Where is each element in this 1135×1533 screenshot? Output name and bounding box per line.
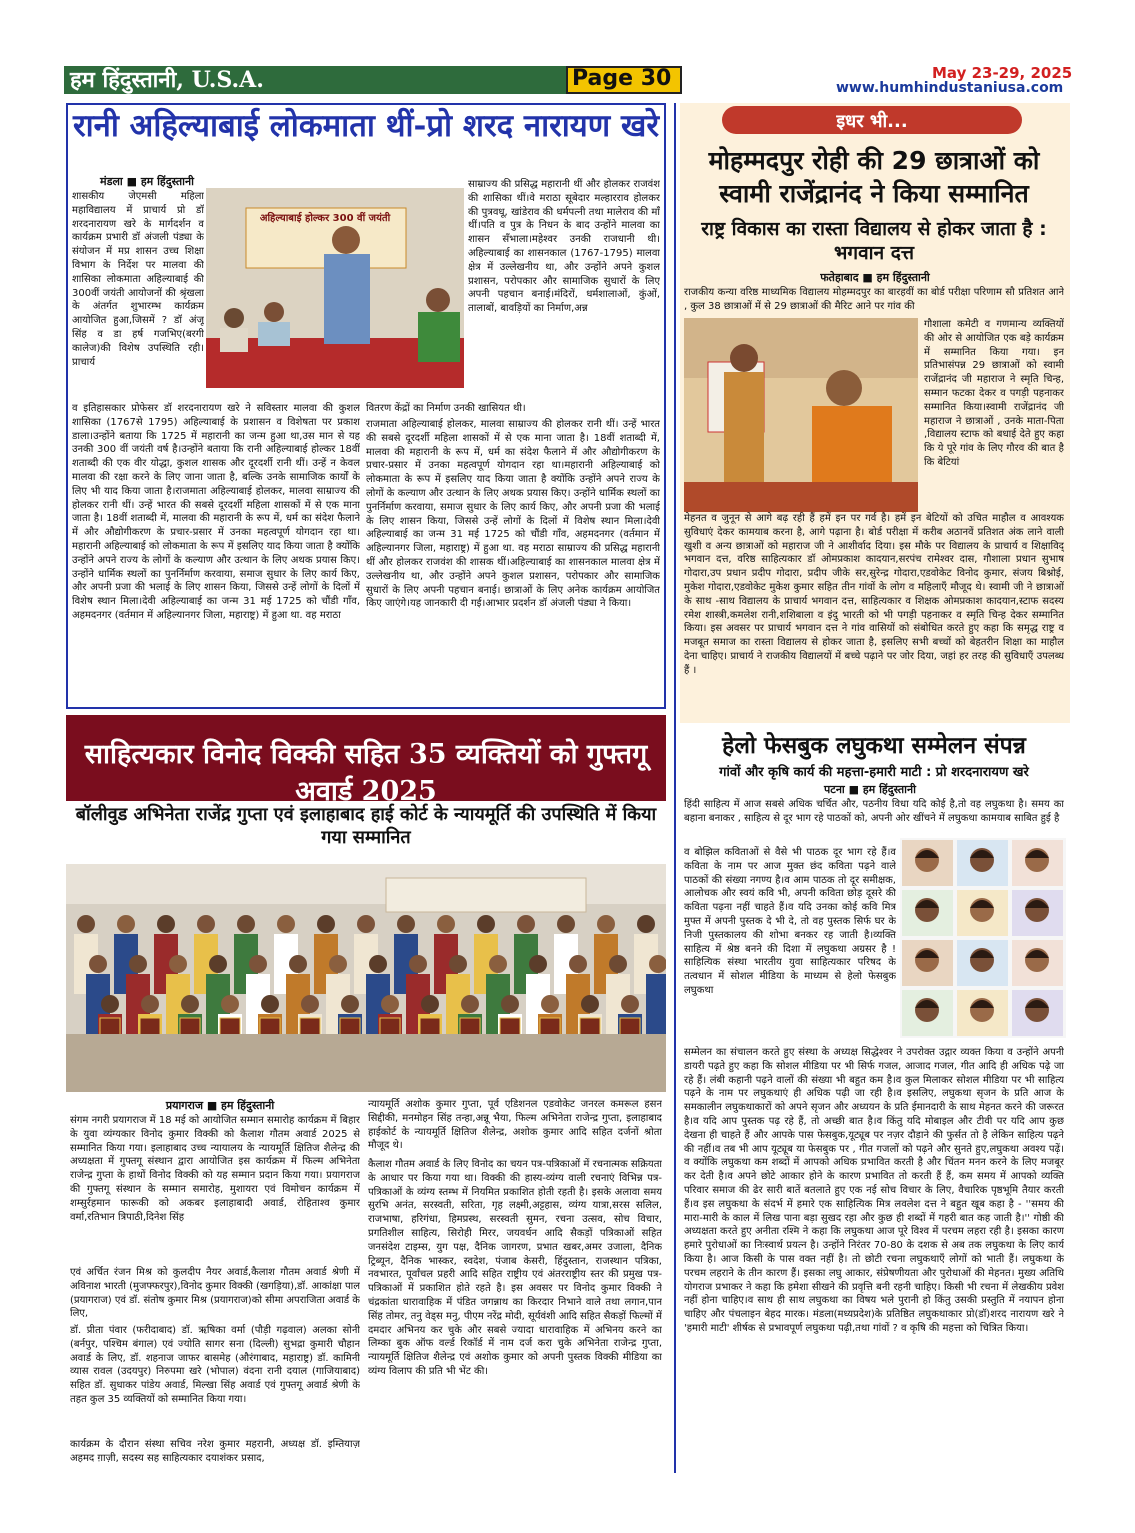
crowd-person-head bbox=[117, 915, 135, 933]
story2-para-2: एवं अर्चित रंजन मिश्र को कुलदीप नैयर अवार्ड,कैलाश गौतम अवार्ड श्रेणी में अविनाश भारती (मुजफ्फरपुर),विनोद कुमार विक्की (खगड़िया),डॉ. आकांक्षा पाल (प्रयागराज) एवं डॉ. संतोष कुमार मिश्र (प्रयागराज)को सीमा अपराजिता अवार्ड के लिए, bbox=[70, 1267, 360, 1320]
story2-subhead: बॉलीवुड अभिनेता राजेंद्र गुप्ता एवं इलाहाबाद हाई कोर्ट के न्यायमूर्ति की उपस्थिति में किया गया सम्मानित bbox=[75, 804, 657, 849]
crowd-person-head bbox=[637, 915, 655, 933]
crowd-person-head bbox=[397, 915, 415, 933]
crowd-person-head bbox=[277, 915, 295, 933]
story1-photo-banner: अहिल्याबाई होल्कर 300 वीं जयंती bbox=[259, 213, 391, 224]
crowd-person-head bbox=[621, 995, 639, 1013]
sidebar-photo bbox=[684, 318, 918, 512]
crowd-person-head bbox=[517, 915, 535, 933]
crowd-person-head bbox=[289, 955, 307, 973]
crowd-person-head bbox=[381, 995, 399, 1013]
crowd-person-head bbox=[357, 915, 375, 933]
sidebar-para-2: गौशाला कमेटी व गणमान्य व्यक्तियों की ओर से आयोजित एक बड़े कार्यक्रम में सम्मानित किया गया। इन प्रतिभासंपन्न 29 छात्राओं को स्वामी राजेंद्रानंद जी महाराज ने स्मृति चिन्ह, सम्मान फटका देकर व पगड़ी पहनाकर सम्मानित किया।स्वामी राजेंद्रानंद जी महाराज ने छात्राओं , उनके माता-पिता ,विद्यालय स्टाफ को बधाई देते हुए कहा कि ये पूरे गांव के लिए गौरव की बात है कि बेटियां bbox=[924, 319, 1064, 468]
sidebar-tag: इधर भी... bbox=[836, 111, 908, 132]
story3-headline: हेलो फेसबुक लघुकथा सम्मेलन संपन्न bbox=[722, 733, 1026, 759]
sidebar-para-3: मेहनत व जुनून से आगे बढ़ रही हैं हमें इन पर गर्व है। हमें इन बेटियों को उचित माहौल व आवश्यक सुविधाएं देकर कामयाब करना है, आगे पढ़ाना है। बोर्ड परीक्षा में करीब अठानवें प्रतिशत अंक लाने वाली खुशी व अन्य छात्राओं को महाराज जी ने आशीर्वाद दिया। इस मौके पर विद्यालय के प्राचार्य व शिक्षाविद् भगवान दत्त, वरिष्ठ साहित्यकार डॉ ओमप्रकाश कादयान,सरपंच रामेश्वर दास, गौशाला प्रधान सुभाष गोदारा,उप प्रधान प्रदीप गोदारा, प्रदीप जीके सर,सुरेन्द्र गोदारा,एडवोकेट विनोद कुमार, संजय बिश्नोई, मुकेश गोदारा,एडवोकेट मुकेश कुमार सहित तीन गांवों के लोग व महिलाएँ मौजूद थे। स्वामी जी ने छात्राओं के साथ -साथ विद्यालय के प्राचार्य भगवान दत्त, साहित्यकार व शिक्षक ओमप्रकाश कादयान,स्टाफ सदस्य रमेश शास्त्री,कमलेश रानी,शशिबाला व इंदु भारती को भी पगड़ी पहनाकर व स्मृति चिन्ह देकर सम्मानित किया। इस अवसर पर प्राचार्य भगवान दत्त ने गांव वासियों को संबोधित करते हुए कहा कि समृद्ध राष्ट्र व मजबूत समाज का रास्ता विद्यालय से होकर जाता है, इसलिए सभी बच्चों को बेहतरीन शिक्षा का माहौल देना चाहिए। प्राचार्य ने राजकीय विद्यालयों में बच्चे पढ़ाने पर जोर दिया, जहां हर तरह की सुविधाएँ उपलब्ध हैं । bbox=[684, 513, 1064, 676]
crowd-person bbox=[646, 974, 666, 1034]
crowd-person-head bbox=[449, 955, 467, 973]
crowd-person-head bbox=[89, 955, 107, 973]
crowd-person-head bbox=[609, 955, 627, 973]
story1-para-1: शासकीय जेएमसी महिला महाविद्यालय में प्राचार्य प्रो डॉ शरदनारायण खरे के मार्गदर्शन व कार्यक्रम प्रभारी डॉ अंजली पंड्या के संयोजन में मप्र शासन उच्च शिक्षा विभाग के निर्देश पर मालवा की शासिका लोकमाता अहिल्याबाई की 300वीं जयंती आयोजनों की श्रृंखला के अंतर्गत शुभारम्भ कार्यक्रम आयोजित हुआ,जिसमें ? डॉ अंजू सिंह व डा हर्ष गजभिए(बरगी कालेज)की विशेष उपस्थिति रही। प्राचार्य bbox=[72, 191, 204, 368]
story2-para-1: संगम नगरी प्रयागराज में 18 मई को आयोजित सम्मान समारोह कार्यक्रम में बिहार के युवा व्यंग्यकार विनोद कुमार विक्की को कैलाश गौतम अवार्ड 2025 से सम्मानित किया गया। इलाहाबाद उच्च न्यायालय के न्यायमूर्ति क्षितिज शैलेन्द्र की अध्यक्षता में गुफ्तगू संस्थान द्वारा आयोजित इस कार्यक्रम में फिल्म अभिनेता राजेन्द्र गुप्ता के हाथों विनोद विक्की को यह सम्मान प्रदान किया गया। प्रयागराज की गुफ्तगू संस्थान के सम्मान समारोह, मुशायरा एवं विमोचन कार्यक्रम में शम्सुर्रहमान फारूकी को अकबर इलाहाबादी अवार्ड, रोहिताश्व कुमार वर्मा,रतिभान त्रिपाठी,दिनेश सिंह bbox=[70, 1115, 360, 1223]
crowd-person-head bbox=[581, 995, 599, 1013]
crowd-person-head bbox=[221, 995, 239, 1013]
sidebar-headline: मोहम्मदपुर रोही की 29 छात्राओं को स्वामी राजेंद्रानंद ने किया सम्मानित bbox=[708, 146, 1040, 208]
sidebar-photo-art bbox=[684, 318, 918, 512]
crowd-person-head bbox=[209, 955, 227, 973]
crowd-person-head bbox=[261, 995, 279, 1013]
crowd-person-head bbox=[501, 995, 519, 1013]
crowd-person-head bbox=[129, 955, 147, 973]
column-divider bbox=[674, 103, 676, 1473]
crowd-person-head bbox=[477, 915, 495, 933]
crowd-person-head bbox=[197, 915, 215, 933]
website-link[interactable]: www.humhindustaniusa.com bbox=[836, 80, 1064, 96]
story3-byline: पटना ■ हम हिंदुस्तानी bbox=[824, 783, 916, 796]
crowd-person-head bbox=[141, 995, 159, 1013]
story2-para-3: डॉ. प्रीता पंवार (फरीदाबाद) डॉ. ऋषिका वर्मा (पौड़ी गढ़वाल) अलका सोनी (बर्नपुर, पश्चिम बंगाल) एवं ज्योति सागर सना (दिल्ली) सुभद्रा कुमारी चौहान अवार्ड के लिए, डॉ. शहनाज जाफर बासमेह (औरंगाबाद, महाराष्ट्र) डॉ. कामिनी व्यास रावल (उदयपुर) निरुपमा खरे (भोपाल) वंदना रानी दयाल (गाजियाबाद) सहित डॉ. सुधाकर पांडेय अवार्ड, मिल्खा सिंह अवार्ड एवं गुफ्तगू अवार्ड श्रेणी के तहत कुल 35 व्यक्तियों को सम्मानित किया गया। bbox=[70, 1325, 360, 1405]
story1-para-2: व इतिहासकार प्रोफेसर डॉ शरदनारायण खरे ने सविस्तार मालवा की कुशल शासिका (1767से 1795) अहिल्याबाई के प्रशासन व विशेषता पर प्रकाश डाला।उन्होंने बताया कि 1725 में महारानी का जन्म हुआ था,उस मान से यह उनकी 300 वीं जयंती वर्ष है।उन्होंने बताया कि रानी अहिल्याबाई होल्कर 18वीं शताब्दी की एक वीर योद्धा, कुशल शासक और दूरदर्शी रानी थीं। उन्हें न केवल मालवा की रक्षा करने के लिए जाना जाता है, बल्कि उनके सामाजिक कार्यों के लिए भी याद किया जाता है।राजमाता अहिल्याबाई होलकर, मालवा साम्राज्य की होलकर रानी थीं। उन्हें भारत की सबसे दूरदर्शी महिला शासकों में से एक माना जाता है। 18वीं शताब्दी में, मालवा की महारानी के रूप में, धर्म का संदेश फैलाने में और औद्योगीकरण के प्रचार-प्रसार में उनका महत्वपूर्ण योगदान रहा था।महारानी अहिल्याबाई को लोकमाता के रूप में इसलिए याद किया जाता है क्योंकि उन्होंने अपने राज्य के लोगों के कल्याण और उत्थान के लिए अथक प्रयास किए। उन्होंने धार्मिक स्थलों का पुनर्निर्माण करवाया, समाज सुधार के लिए कार्य किए, और अपनी प्रजा की भलाई के लिए शासन किया, जिससे उन्हें लोगों के दिलों में विशेष स्थान मिला।देवी अहिल्याबाई का जन्म 31 मई 1725 को चौंडी गाँव, अहमदनगर (वर्तमान में अहिल्यानगर जिला, महाराष्ट्र) में हुआ था. वह मराठा bbox=[72, 403, 360, 621]
masthead-title: हम हिंदुस्तानी, U.S.A. bbox=[70, 67, 264, 93]
crowd-person-head bbox=[541, 995, 559, 1013]
page-number: Page 30 bbox=[572, 66, 672, 91]
story2-para-6: कैलाश गौतम अवार्ड के लिए विनोद का चयन पत्र-पत्रिकाओं में रचनात्मक सक्रियता के आधार पर किया गया था। विक्की की हास्य-व्यंग्य वाली रचनाएं विभिन्न पत्र-पत्रिकाओं के व्यंग्य स्तम्भ में नियमित प्रकाशित होती रहती है। इसके अलावा समय सुरभि अनंत, सरस्वती, सरिता, गृह लक्ष्मी,अट्टहास, व्यंग्य यात्रा,सरस सलिल, राजभाषा, हरिगंधा, हिमप्रस्थ, सरस्वती सुमन, रचना उत्सव, सोच विचार, प्रगतिशील साहित्य, सिरोही मिरर, जयवर्धन आदि सैकड़ों पत्रिकाओं सहित जनसंदेश टाइम्स, युग पक्ष, दैनिक जागरण, प्रभात खबर,अमर उजाला, दैनिक ट्रिब्यून, दैनिक भास्कर, स्वदेश, पंजाब केसरी, हिंदुस्तान, राजस्थान पत्रिका, नवभारत, पूर्वांचल प्रहरी आदि सहित राष्ट्रीय एवं अंतरराष्ट्रीय स्तर की प्रमुख पत्र-पत्रिकाओं में प्रकाशित होते रहते है। इस अवसर पर विनोद कुमार विक्की ने चंद्रकांता धारावाहिक में पंडित जगन्नाथ का किरदार निभाने वाले तथा लगान,पान सिंह तोमर, तनु वेड्स मनु, पीएम नरेंद्र मोदी, सूर्यवंशी आदि सहित सैकड़ों फिल्मों में दमदार अभिनय कर चुके और सबसे ज्यादा धारावाहिक में अभिनय करने का लिम्का बुक ऑफ वर्ल्ड रिकॉर्ड में नाम दर्ज करा चुके अभिनेता राजेन्द्र गुप्ता, न्यायमूर्ति क्षितिज शैलेन्द्र एवं अशोक कुमार को अपनी पुस्तक विक्की मीडिया का व्यंग्य विलाप की प्रति भी भेंट की। bbox=[368, 1159, 662, 1377]
participants-grid-art bbox=[900, 838, 1066, 1038]
crowd-person-head bbox=[557, 915, 575, 933]
crowd-person-head bbox=[489, 955, 507, 973]
sidebar-subhead: राष्ट्र विकास का रास्ता विद्यालय से होकर जाता है : भगवान दत्त bbox=[701, 218, 1047, 264]
crowd-person-head bbox=[169, 955, 187, 973]
crowd-person-head bbox=[329, 955, 347, 973]
story3-para-1: हिंदी साहित्य में आज सबसे अधिक चर्चित और, पठनीय विधा यदि कोई है,तो वह लघुकथा है। समय का बहाना बनाकर , साहित्य से दूर भाग रहे पाठकों को, अपनी ओर खींचने में लघुकथा कामयाब साबित हुई है bbox=[684, 799, 1064, 824]
story2-para-4: कार्यक्रम के दौरान संस्था सचिव नरेश कुमार महरानी, अध्यक्ष डॉ. इम्तियाज़ अहमद ग़ाज़ी, सदस्य सह साहित्यकार दयाशंकर प्रसाद, bbox=[70, 1439, 360, 1464]
story1-byline: मंडला ■ हम हिंदुस्तानी bbox=[100, 175, 194, 188]
story1-headline: रानी अहिल्याबाई लोकमाता थीं-प्रो शरद नारायण खरे bbox=[72, 108, 660, 144]
story2-byline: प्रयागराज ■ हम हिंदुस्तानी bbox=[165, 1099, 275, 1112]
story3-subhead: गांवों और कृषि कार्य की महत्ता-हमारी माटी : प्रो शरदनारायण खरे bbox=[719, 765, 1029, 780]
story2-photo-art bbox=[66, 864, 666, 1092]
crowd-person-head bbox=[569, 955, 587, 973]
crowd-person-head bbox=[249, 955, 267, 973]
crowd-person-head bbox=[237, 915, 255, 933]
story3-para-3: सम्मेलन का संचालन करते हुए संस्था के अध्यक्ष सिद्धेश्वर ने उपरोक्त उद्गार व्यक्त किया व उन्होंने अपनी डायरी पढ़ते हुए कहा कि सोशल मीडिया पर भी सिर्फ गजल, आजाद गजल, गीत आदि ही अधिक पढ़े जा रहे हैं। लंबी कहानी पढ़ने वालों की संख्या भी बहुत कम है।व कुल मिलाकर सोशल मीडिया पर भी साहित्य पढ़ने के नाम पर लघुकथाएं ही अधिक पढ़ी जा रही है।व इसलिए, लघुकथा सृजन के प्रति आज के समकालीन लघुकथाकारों को अपने सृजन और अध्ययन के प्रति ईमानदारी के साथ मेहनत करने की जरूरत है।व यदि आप पुस्तक पढ़ रहे हैं, तो अच्छी बात है।व किंतु यदि मोबाइल और टीवी पर यदि आप कुछ देखना ही चाहते हैं और आपके पास फेसबुक,यूट्यूब पर नज़र दौड़ाने की फुर्सत तो है लेकिन साहित्य पढ़ने की नहीं।व तब भी आप यूट्यूब या फेसबुक पर , गीत गजलों को पढ़ने और सुनते हुए,लघुकथा अवश्य पढ़ें।व क्योंकि लघुकथा कम शब्दों में आपको अधिक प्रभावित करती है और चिंतन मनन करने के लिए मजबूर कर देती है।व अपने छोटे आकार होने के कारण प्रभावित तो करती हैं हैं, कम समय में आपको व्यक्ति परिवार समाज की ढेर सारी बातें बतलाते हुए एक नई सोच विचार के लिए, वैचारिक पृष्ठभूमि तैयार करती हैं।व इस लघुकथा के संदर्भ में हमारे एक साहित्यिक मित्र लवलेश दत्त ने बहुत खूब कहा है - ''समय की मारा-मारी के काल में लिख पाना बड़ा सुखद रहा और कुछ ही शब्दों में गहरी बात कह जाती है।'' गोष्ठी की अध्यक्षता करते हुए अनीता रश्मि ने कहा कि लघुकथा आज पूरे विश्व में परचम लहरा रही है। इसका कारण हमारे पुरोधाओं का निःस्वार्थ प्रयत्न है। उन्होंने निरंतर 70-80 के दशक से अब तक लघुकथा के लिए कार्य किया है। आज किसी के पास वक्त नहीं है। तो छोटी रचना लघुकथाएँ लोगों को भाती हैं। लघुकथा के परचम लहराने के तीन कारण हैं। इसका लघु आकार, संप्रेषणीयता और पुरोधाओं की मेहनत। मुख्य अतिथि योगराज प्रभाकर ने कहा कि हमेशा सीखने की प्रवृत्ति बनी रहनी चाहिए। किसी भी रचना में लेखकीय प्रवेश नहीं होना चाहिए।व साथ ही साथ लघुकथा का विषय भले पुरानी हो किंतु उसकी प्रस्तुति में नयापन होना चाहिए और पंचलाइन बेहद मारक। मंडला(मध्यप्रदेश)के प्रतिष्ठित लघुकथाकार प्रो(डॉ)शरद नारायण खरे ने 'हमारी माटी' शीर्षक से प्रभावपूर्ण लघुकथा पढ़ी,तथा गांवों ? व कृषि की महत्ता को चित्रित किया। bbox=[684, 1047, 1064, 1334]
crowd-person-head bbox=[101, 995, 119, 1013]
story3-para-2: व बोझिल कविताओं से वैसे भी पाठक दूर भाग रहे हैं।व कविता के नाम पर आज मुक्त छंद कविता पढ़ने वाले पाठकों की संख्या नगण्य है।व आम पाठक तो दूर समीक्षक, आलोचक और स्वयं कवि भी, अपनी कविता छोड़ दूसरे की कविता पढ़ना नहीं चाहते हैं।व यदि उनका कोई कवि मित्र मुफ्त में अपनी पुस्तक दे भी दे, तो वह पुस्तक सिर्फ घर के निजी पुस्तकालय की शोभा बनकर रह जाती है।व्यक्ति साहित्य में श्रेष्ठ बनने की दिशा में लघुकथा अग्रसर है ! साहित्यिक संस्था भारतीय युवा साहित्यकार परिषद के तत्वधान में सोशल मीडिया के माध्यम से हेलो फेसबुक लघुकथा bbox=[684, 847, 896, 996]
crowd-person-head bbox=[181, 995, 199, 1013]
crowd-person-head bbox=[77, 915, 95, 933]
crowd-person-head bbox=[341, 995, 359, 1013]
crowd-person-head bbox=[529, 955, 547, 973]
story1-para-3: साम्राज्य की प्रसिद्ध महारानी थीं और होलकर राजवंश की शासिका थीं।वे मराठा सूबेदार मल्हारराव होलकर की पुत्रवधू, खांडेराव की धर्मपत्नी तथा मालेराव की माँ थीं।पति व पुत्र के निधन के बाद उन्होंने मालवा का शासन सँभाला।महेश्वर उनकी राजधानी थी।अहिल्याबाई का शासनकाल (1767-1795) मालवा क्षेत्र में उल्लेखनीय था, और उन्होंने अपने कुशल प्रशासन, परोपकार और सामाजिक सुधारों के लिए अपनी पहचान बनाई।मंदिरों, धर्मशालाओं, कुंओं, तालाबों, बावड़ियों का निर्माण,अन्न bbox=[468, 179, 660, 315]
story2-headline: साहित्यकार विनोद विक्की सहित 35 व्यक्तियों को गुफ्तगू अवार्ड 2025 bbox=[84, 739, 648, 807]
story2-group-photo bbox=[66, 864, 666, 1092]
crowd-person-head bbox=[409, 955, 427, 973]
crowd-person-head bbox=[157, 915, 175, 933]
crowd-person-head bbox=[437, 915, 455, 933]
issue-date: May 23-29, 2025 bbox=[932, 64, 1073, 82]
crowd-person-head bbox=[461, 995, 479, 1013]
crowd-person-head bbox=[301, 995, 319, 1013]
story2-para-5: न्यायमूर्ति अशोक कुमार गुप्ता, पूर्व एडिशनल एडवोकेट जनरल कमरूल हसन सिद्दीकी, मनमोहन सिंह तन्हा,अन्नू भैया, फिल्म अभिनेता राजेन्द्र गुप्ता, इलाहाबाद हाईकोर्ट के न्यायमूर्ति क्षितिज शैलेन्द्र, अशोक कुमार आदि सहित दर्जनों श्रोता मौजूद थे। bbox=[368, 1099, 662, 1152]
crowd-person-head bbox=[421, 995, 439, 1013]
crowd-person-head bbox=[597, 915, 615, 933]
story1-para-4: वितरण केंद्रों का निर्माण उनकी खासियत थी। bbox=[366, 403, 526, 414]
crowd-person-head bbox=[369, 955, 387, 973]
story1-para-5: राजमाता अहिल्याबाई होलकर, मालवा साम्राज्य की होलकर रानी थीं। उन्हें भारत की सबसे दूरदर्शी महिला शासकों में से एक माना जाता है। 18वीं शताब्दी में, मालवा की महारानी के रूप में, धर्म का संदेश फैलाने में और औद्योगीकरण के प्रचार-प्रसार में उनका महत्वपूर्ण योगदान रहा था।महारानी अहिल्याबाई को लोकमाता के रूप में इसलिए याद किया जाता है क्योंकि उन्होंने अपने राज्य के लोगों के कल्याण और उत्थान के लिए अथक प्रयास किए। उन्होंने धार्मिक स्थलों का पुनर्निर्माण करवाया, समाज सुधार के लिए कार्य किए, और अपनी प्रजा की भलाई के लिए शासन किया, जिससे उन्हें लोगों के दिलों में विशेष स्थान मिला।देवी अहिल्याबाई का जन्म 31 मई 1725 को चौंडी गाँव, अहमदनगर (वर्तमान में अहिल्यानगर जिला, महाराष्ट्र) में हुआ था. वह मराठा साम्राज्य की प्रसिद्ध महारानी थीं और होलकर राजवंश की शासक थीं।अहिल्याबाई का शासनकाल मालवा क्षेत्र में उल्लेखनीय था, और उन्होंने अपने कुशल प्रशासन, परोपकार और सामाजिक सुधारों के लिए अपनी पहचान बनाई। छात्राओं के लिए अनेक कार्यक्रम आयोजित किए जाएंगे।यह जानकारी दी गई।आभार प्रदर्शन डॉ अंजली पंड्या ने किया। bbox=[366, 419, 660, 610]
sidebar-byline: फतेहाबाद ■ हम हिंदुस्तानी bbox=[820, 271, 930, 284]
crowd-person-head bbox=[317, 915, 335, 933]
story3-participants-grid bbox=[900, 838, 1066, 1038]
sidebar-para-1: राजकीय कन्या वरिष्ठ माध्यमिक विद्यालय मोहम्मदपुर का बारहवीं का बोर्ड परीक्षा परिणाम सौ प्रतिशत आने , कुल 38 छात्राओं में से 29 छात्राओं की मैरिट आने पर गांव की bbox=[684, 287, 1064, 312]
